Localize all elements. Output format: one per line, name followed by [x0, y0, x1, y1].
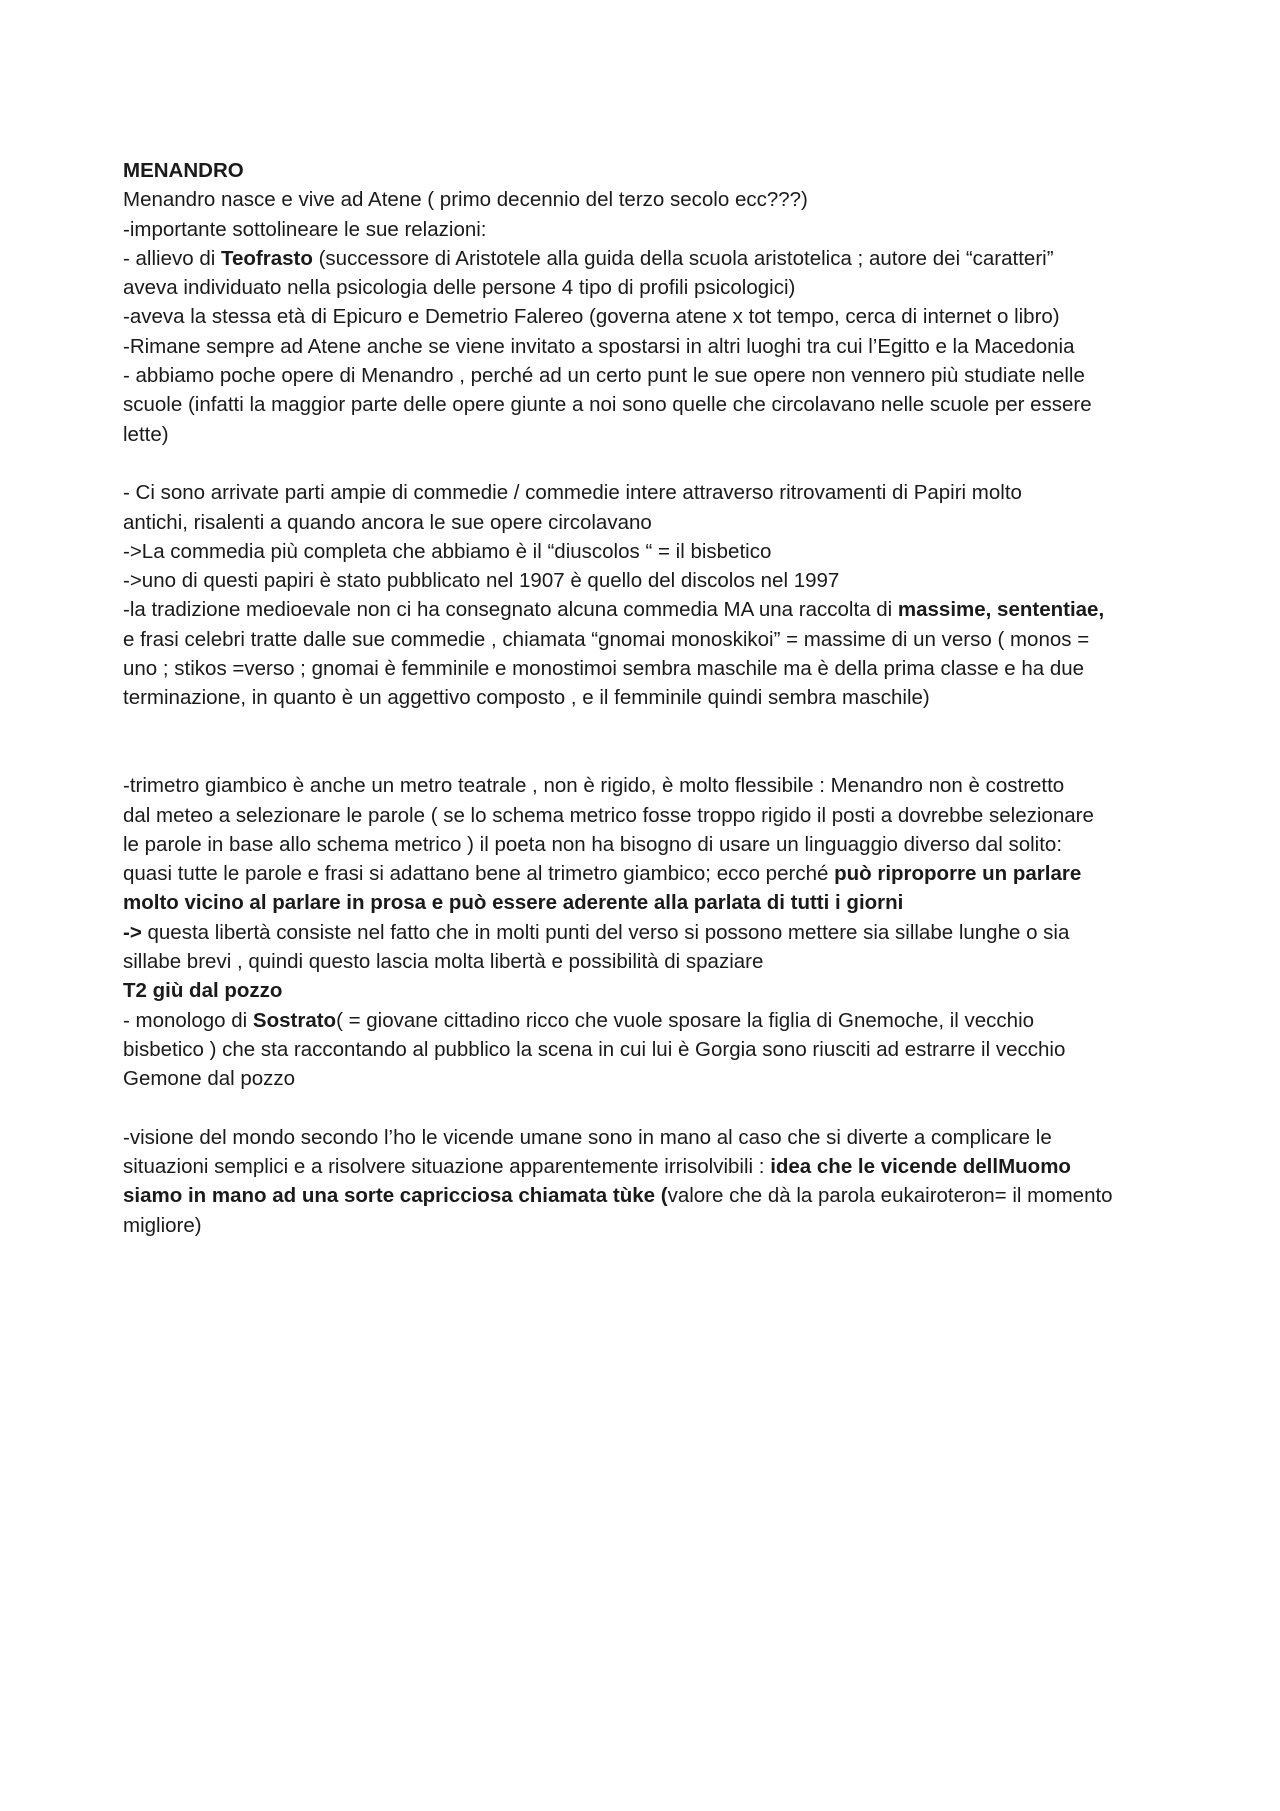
text-segment: valore che dà la parola eukairoteron= il momento — [667, 1184, 1113, 1208]
text-line: terminazione, in quanto è un aggettivo composto , e il femminile quindi sembra maschile) — [123, 686, 930, 710]
text-segment: quasi tutte le parole e frasi si adattano bene al trimetro giambico; ecco perché — [123, 862, 835, 886]
document-title: MENANDRO — [123, 159, 244, 182]
text-line: sillabe brevi , quindi questo lascia molta libertà e possibilità di spaziare — [123, 950, 764, 974]
text-segment: - allievo di — [123, 246, 221, 270]
text-line — [123, 1152, 1173, 1181]
text-line: ->La commedia più completa che abbiamo è il “diuscolos “ = il bisbetico — [123, 539, 772, 563]
text-segment: -la tradizione medioevale non ci ha consegnato alcuna commedia MA una raccolta di — [123, 598, 898, 622]
text-line: - abbiamo poche opere di Menandro , perché ad un certo punt le sue opere non vennero più studiate nelle — [123, 364, 1085, 388]
text-line: le parole in base allo schema metrico ) il poeta non ha bisogno di usare un linguaggio diverso dal solito: — [123, 832, 1063, 856]
document-page — [123, 156, 1173, 1240]
text-segment: situazioni semplici e a risolvere situazione apparentemente irrisolvibili : — [123, 1155, 771, 1179]
text-line: uno ; stikos =verso ; gnomai è femminile e monostimoi sembra maschile ma è della prima classe e ha due — [123, 657, 1085, 681]
bold-text: Sostrato — [252, 1008, 337, 1032]
bold-text: T2 giù dal pozzo — [123, 979, 283, 1003]
text-line — [123, 888, 1173, 917]
text-line: -visione del mondo secondo l’ho le vicende umane sono in mano al caso che si diverte a complicare le — [123, 1125, 1052, 1149]
text-line: scuole (infatti la maggior parte delle opere giunte a noi sono quelle che circolavano nelle scuole per essere — [123, 393, 1092, 417]
text-line: antichi, risalenti a quando ancora le sue opere circolavano — [123, 510, 652, 534]
text-line: Menandro nasce e vive ad Atene ( primo decennio del terzo secolo ecc???) — [123, 188, 808, 212]
bold-text: Teofrasto — [221, 246, 313, 270]
blank-line — [123, 713, 1173, 742]
text-line: -trimetro giambico è anche un metro teatrale , non è rigido, è molto flessibile : Menandro non è costretto — [123, 774, 1065, 798]
blank-line — [123, 742, 1173, 771]
text-line — [123, 859, 1173, 888]
text-line: -importante sottolineare le sue relazioni: — [123, 217, 487, 241]
text-line: bisbetico ) che sta raccontando al pubblico la scena in cui lui è Gorgia sono riusciti ad estrarre il vecchio — [123, 1037, 1066, 1061]
text-line: Gemone dal pozzo — [123, 1067, 296, 1091]
text-line: -Rimane sempre ad Atene anche se viene invitato a spostarsi in altri luoghi tra cui l’Egitto e la Macedonia — [123, 334, 1075, 358]
text-line — [123, 976, 1173, 1005]
text-line: - Ci sono arrivate parti ampie di commedie / commedie intere attraverso ritrovamenti di Papiri molto — [123, 481, 1022, 505]
text-segment: (successore di Aristotele alla guida della scuola aristotelica ; autore dei “caratteri” — [312, 246, 1054, 270]
text-line: e frasi celebri tratte dalle sue commedie , chiamata “gnomai monoskikoi” = massime di un verso ( monos = — [123, 627, 1090, 651]
bold-text: siamo in mano ad una sorte capricciosa chiamata tùke ( — [123, 1184, 668, 1208]
bold-text: massime, sententiae, — [897, 598, 1105, 622]
text-segment: ( = giovane cittadino ricco che vuole sposare la figlia di Gnemoche, il vecchio — [336, 1008, 1035, 1032]
text-segment: - monologo di — [123, 1008, 253, 1032]
text-line: aveva individuato nella psicologia delle persone 4 tipo di profili psicologici) — [123, 276, 796, 300]
text-line — [123, 918, 1173, 947]
text-line: dal meteo a selezionare le parole ( se lo schema metrico fosse troppo rigido il posti a dovrebbe selezionare — [123, 803, 1094, 827]
text-line: lette) — [123, 422, 169, 446]
bold-text: molto vicino al parlare in prosa e può essere aderente alla parlata di tutti i giorni — [123, 891, 904, 915]
text-line: -aveva la stessa età di Epicuro e Demetrio Falereo (governa atene x tot tempo, cerca di internet o libro) — [123, 305, 1060, 329]
text-segment: questa libertà consiste nel fatto che in molti punti del verso si possono mettere sia sillabe lunghe o sia — [141, 920, 1070, 944]
document-body — [123, 185, 1173, 1240]
text-line — [123, 595, 1173, 624]
text-line — [123, 1006, 1173, 1035]
blank-line — [123, 449, 1173, 478]
blank-line — [123, 1094, 1173, 1123]
text-line — [123, 1181, 1173, 1210]
text-line — [123, 244, 1173, 273]
text-line: ->uno di questi papiri è stato pubblicato nel 1907 è quello del discolos nel 1997 — [123, 569, 840, 593]
text-line: migliore) — [123, 1213, 202, 1237]
bold-text: può riproporre un parlare — [834, 862, 1082, 886]
bold-text: idea che le vicende dellMuomo — [770, 1155, 1071, 1179]
bold-text: -> — [123, 920, 142, 944]
